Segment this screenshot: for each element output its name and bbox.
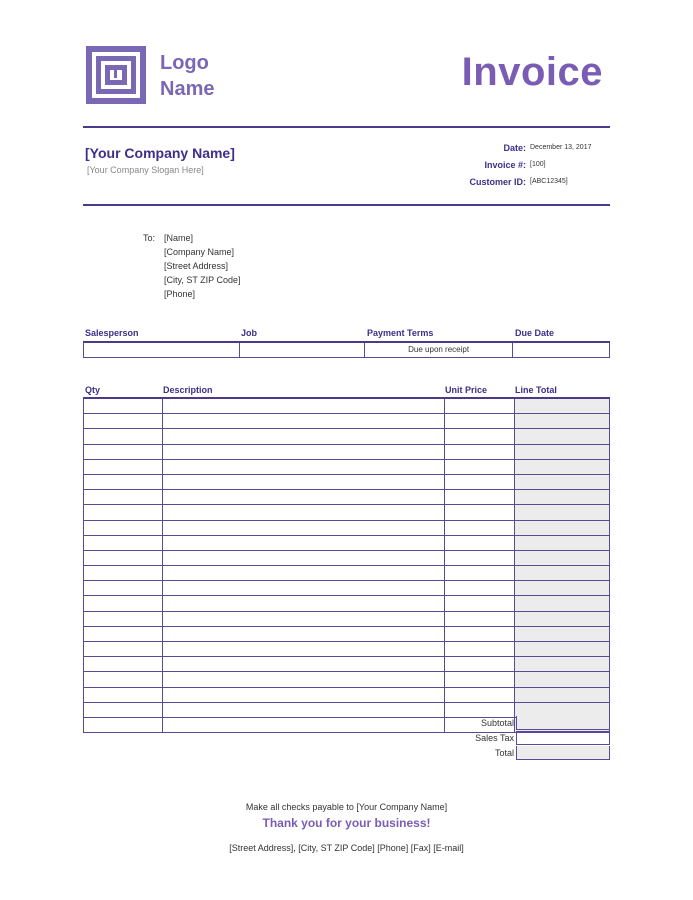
qty-cell[interactable] — [84, 521, 163, 535]
description-cell[interactable] — [163, 460, 445, 474]
contact-line: [Street Address], [City, ST ZIP Code] [Phone] [Fax] [E-mail] — [229, 843, 464, 853]
description-cell[interactable] — [163, 414, 445, 428]
table-row — [84, 536, 610, 551]
qty-cell[interactable] — [84, 703, 163, 717]
payment-terms-cell[interactable]: Due upon receipt — [365, 343, 513, 357]
header-rule — [83, 126, 610, 128]
unit-price-cell[interactable] — [445, 612, 516, 626]
table-row — [84, 505, 610, 520]
table-row — [84, 445, 610, 460]
invoice-number-label: Invoice #: — [484, 160, 526, 170]
items-table — [83, 385, 610, 733]
customer-id-row — [358, 177, 608, 194]
table-row — [84, 551, 610, 566]
line-total-cell[interactable] — [515, 475, 610, 489]
logo-line-1: Logo — [160, 52, 209, 74]
unit-price-cell[interactable] — [445, 657, 516, 671]
table-row — [84, 429, 610, 444]
total-label: Total — [494, 747, 514, 758]
checks-payable-note: Make all checks payable to [Your Company Name] — [245, 802, 448, 812]
description-cell[interactable] — [163, 627, 445, 641]
qty-cell[interactable] — [84, 566, 163, 580]
job-header: Job — [241, 328, 258, 338]
qty-cell[interactable] — [84, 688, 163, 702]
terms-row — [83, 341, 610, 358]
date-value: December 13, 2017 — [530, 144, 592, 151]
company-slogan: [Your Company Slogan Here] — [87, 165, 204, 175]
line-total-cell[interactable] — [515, 581, 610, 595]
line-total-cell[interactable] — [515, 642, 610, 656]
table-row — [84, 672, 610, 687]
items-body — [83, 397, 610, 733]
table-row — [84, 642, 610, 657]
line-total-header: Line Total — [515, 385, 557, 395]
payment-terms-header: Payment Terms — [367, 328, 434, 338]
description-cell[interactable] — [163, 581, 445, 595]
description-cell[interactable] — [163, 612, 445, 626]
line-total-cell[interactable] — [515, 596, 610, 610]
qty-cell[interactable] — [84, 536, 163, 550]
description-cell[interactable] — [163, 536, 445, 550]
table-row — [84, 399, 610, 414]
description-cell[interactable] — [163, 642, 445, 656]
line-total-cell[interactable] — [515, 688, 610, 702]
line-total-cell[interactable] — [515, 505, 610, 519]
table-row — [84, 688, 610, 703]
unit-price-header: Unit Price — [445, 385, 488, 395]
description-cell[interactable] — [163, 521, 445, 535]
due-date-cell[interactable] — [513, 343, 610, 357]
date-row — [358, 143, 608, 160]
total-value[interactable] — [516, 746, 610, 760]
qty-cell[interactable] — [84, 672, 163, 686]
description-cell[interactable] — [163, 429, 445, 443]
description-cell[interactable] — [163, 688, 445, 702]
sales-tax-label: Sales Tax — [475, 732, 514, 743]
line-total-cell[interactable] — [515, 460, 610, 474]
bill-to — [143, 231, 241, 301]
line-total-cell[interactable] — [515, 490, 610, 504]
unit-price-cell[interactable] — [445, 551, 516, 565]
qty-cell[interactable] — [84, 596, 163, 610]
description-cell[interactable] — [163, 445, 445, 459]
description-cell[interactable] — [163, 657, 445, 671]
qty-cell[interactable] — [84, 445, 163, 459]
total-row — [440, 745, 610, 760]
description-cell[interactable] — [163, 566, 445, 580]
to-label: To: — [143, 233, 156, 243]
invoice-meta — [358, 143, 608, 194]
table-row — [84, 657, 610, 672]
to-street: [Street Address] — [164, 261, 229, 271]
unit-price-cell[interactable] — [445, 490, 516, 504]
line-total-cell[interactable] — [515, 566, 610, 580]
description-cell[interactable] — [163, 490, 445, 504]
totals — [440, 715, 610, 760]
logo-line-2: Name — [160, 78, 215, 100]
logo-icon — [86, 46, 146, 104]
qty-cell[interactable] — [84, 642, 163, 656]
line-total-cell[interactable] — [515, 627, 610, 641]
to-name: [Name] — [164, 233, 194, 243]
unit-price-cell[interactable] — [445, 627, 516, 641]
table-row — [84, 475, 610, 490]
logo-name — [160, 50, 280, 102]
qty-cell[interactable] — [84, 429, 163, 443]
company-name: [Your Company Name] — [85, 145, 235, 161]
qty-cell[interactable] — [84, 627, 163, 641]
table-row — [84, 612, 610, 627]
subtotal-value[interactable] — [516, 716, 610, 730]
line-total-cell[interactable] — [515, 657, 610, 671]
line-total-cell[interactable] — [515, 521, 610, 535]
to-phone: [Phone] — [164, 289, 196, 299]
unit-price-cell[interactable] — [445, 505, 516, 519]
description-cell[interactable] — [163, 596, 445, 610]
line-total-cell[interactable] — [515, 672, 610, 686]
description-cell[interactable] — [163, 672, 445, 686]
sales-tax-row — [440, 730, 610, 745]
unit-price-cell[interactable] — [445, 672, 516, 686]
description-cell[interactable] — [163, 505, 445, 519]
description-cell[interactable] — [163, 703, 445, 717]
unit-price-cell[interactable] — [445, 596, 516, 610]
section-rule — [83, 204, 610, 206]
line-total-cell[interactable] — [515, 445, 610, 459]
qty-header: Qty — [85, 385, 101, 395]
customer-id-value: [ABC12345] — [530, 178, 568, 185]
qty-cell[interactable] — [84, 475, 163, 489]
qty-cell[interactable] — [84, 490, 163, 504]
line-total-cell[interactable] — [515, 399, 610, 413]
table-row — [84, 566, 610, 581]
invoice-title: Invoice — [461, 50, 603, 94]
due-date-header: Due Date — [515, 328, 555, 338]
thank-you-message: Thank you for your business! — [262, 816, 431, 830]
salesperson-cell[interactable] — [84, 343, 240, 357]
job-cell[interactable] — [240, 343, 366, 357]
subtotal-label: Subtotal — [480, 717, 514, 728]
unit-price-cell[interactable] — [445, 475, 516, 489]
qty-cell[interactable] — [84, 581, 163, 595]
qty-cell[interactable] — [84, 505, 163, 519]
table-row — [84, 414, 610, 429]
terms-table — [83, 328, 610, 358]
unit-price-cell[interactable] — [445, 581, 516, 595]
sales-tax-value[interactable] — [516, 731, 610, 745]
unit-price-cell[interactable] — [445, 445, 516, 459]
customer-id-label: Customer ID: — [469, 177, 526, 187]
to-city: [City, ST ZIP Code] — [164, 275, 241, 285]
subtotal-row — [440, 715, 610, 730]
terms-header — [83, 328, 610, 341]
description-header: Description — [163, 385, 213, 395]
invoice-number-row — [358, 160, 608, 177]
table-row — [84, 521, 610, 536]
unit-price-cell[interactable] — [445, 460, 516, 474]
table-row — [84, 581, 610, 596]
table-row — [84, 596, 610, 611]
qty-cell[interactable] — [84, 718, 163, 732]
line-total-cell[interactable] — [515, 414, 610, 428]
description-cell[interactable] — [163, 399, 445, 413]
table-row — [84, 627, 610, 642]
unit-price-cell[interactable] — [445, 688, 516, 702]
unit-price-cell[interactable] — [445, 429, 516, 443]
line-total-cell[interactable] — [515, 551, 610, 565]
date-label: Date: — [503, 143, 526, 153]
to-company: [Company Name] — [164, 247, 235, 257]
items-header — [83, 385, 610, 397]
qty-cell[interactable] — [84, 414, 163, 428]
invoice-number-value: [100] — [530, 161, 546, 168]
unit-price-cell[interactable] — [445, 414, 516, 428]
line-total-cell[interactable] — [515, 536, 610, 550]
line-total-cell[interactable] — [515, 612, 610, 626]
description-cell[interactable] — [163, 475, 445, 489]
qty-cell[interactable] — [84, 460, 163, 474]
qty-cell[interactable] — [84, 399, 163, 413]
table-row — [84, 460, 610, 475]
unit-price-cell[interactable] — [445, 521, 516, 535]
salesperson-header: Salesperson — [85, 328, 139, 338]
description-cell[interactable] — [163, 551, 445, 565]
line-total-cell[interactable] — [515, 429, 610, 443]
table-row — [84, 490, 610, 505]
qty-cell[interactable] — [84, 612, 163, 626]
qty-cell[interactable] — [84, 551, 163, 565]
unit-price-cell[interactable] — [445, 536, 516, 550]
description-cell[interactable] — [163, 718, 445, 732]
unit-price-cell[interactable] — [445, 566, 516, 580]
qty-cell[interactable] — [84, 657, 163, 671]
unit-price-cell[interactable] — [445, 642, 516, 656]
unit-price-cell[interactable] — [445, 399, 516, 413]
